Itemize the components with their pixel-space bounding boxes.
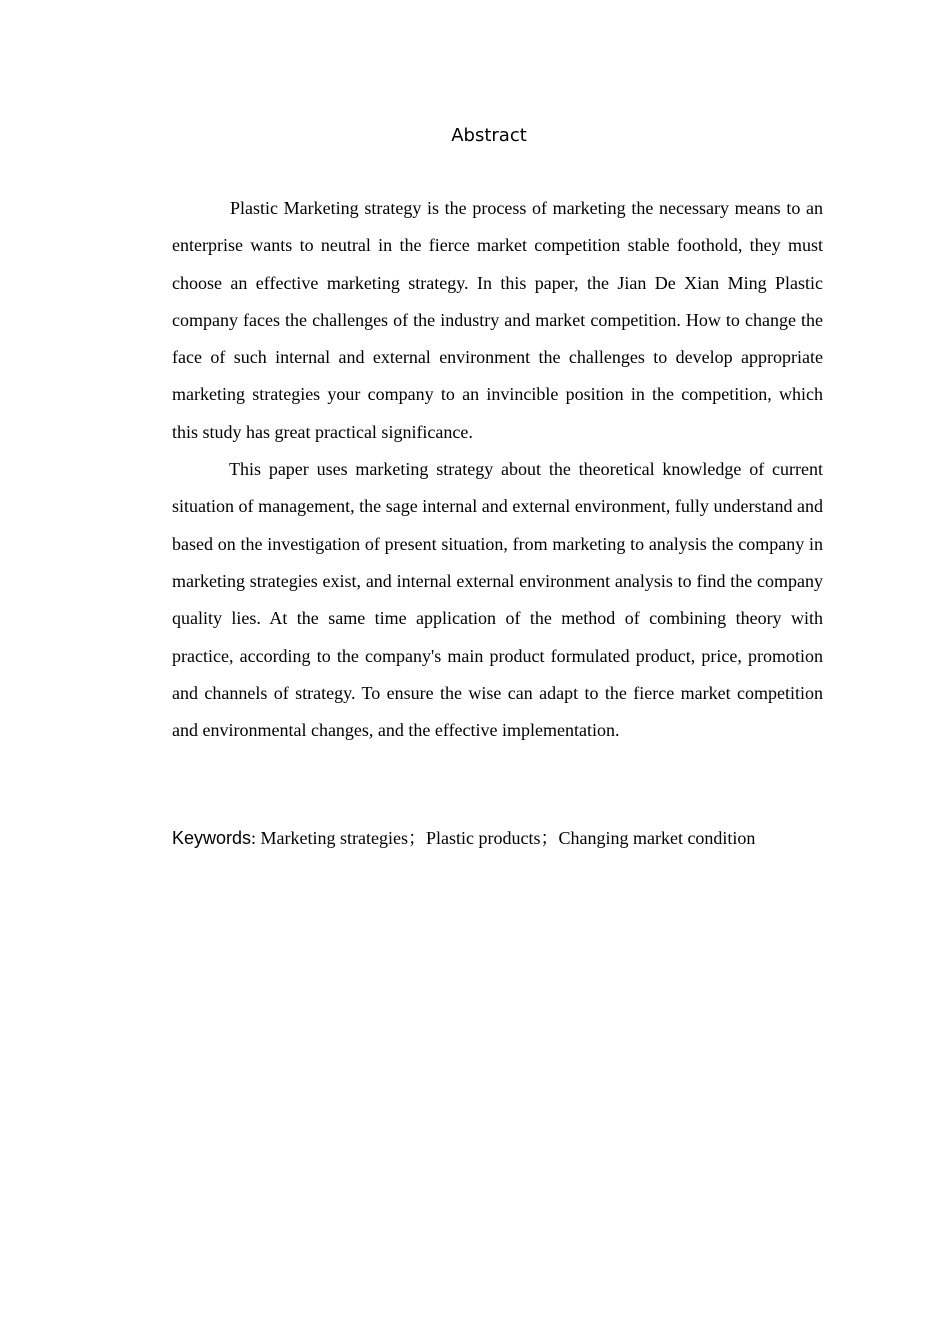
abstract-title: Abstract	[451, 125, 527, 146]
keywords-list: : Marketing strategies；Plastic products；Changing market condition	[251, 828, 756, 848]
abstract-paragraph-2: This paper uses marketing strategy about the theoretical knowledge of current situation of management, the sage internal and external environment, fully understand and based on the investigation of present situation, from marketing to analysis the company in marketing strategies exist, and internal external environment analysis to find the company quality lies. At the same time application of the method of combining theory with practice, according to the company's main product formulated product, price, promotion and channels of strategy. To ensure the wise can adapt to the fierce market competition and environmental changes, and the effective implementation.	[172, 459, 823, 741]
abstract-body	[172, 190, 823, 749]
abstract-paragraph-1: Plastic Marketing strategy is the process of marketing the necessary means to an enterprise wants to neutral in the fierce market competition stable foothold, they must choose an effective marketing strategy. In this paper, the Jian De Xian Ming Plastic company faces the challenges of the industry and market competition. How to change the face of such internal and external environment the challenges to develop appropriate marketing strategies your company to an invincible position in the competition, which this study has great practical significance.	[172, 198, 823, 442]
keywords-label: Keywords	[172, 828, 252, 848]
keywords-line	[172, 824, 872, 852]
